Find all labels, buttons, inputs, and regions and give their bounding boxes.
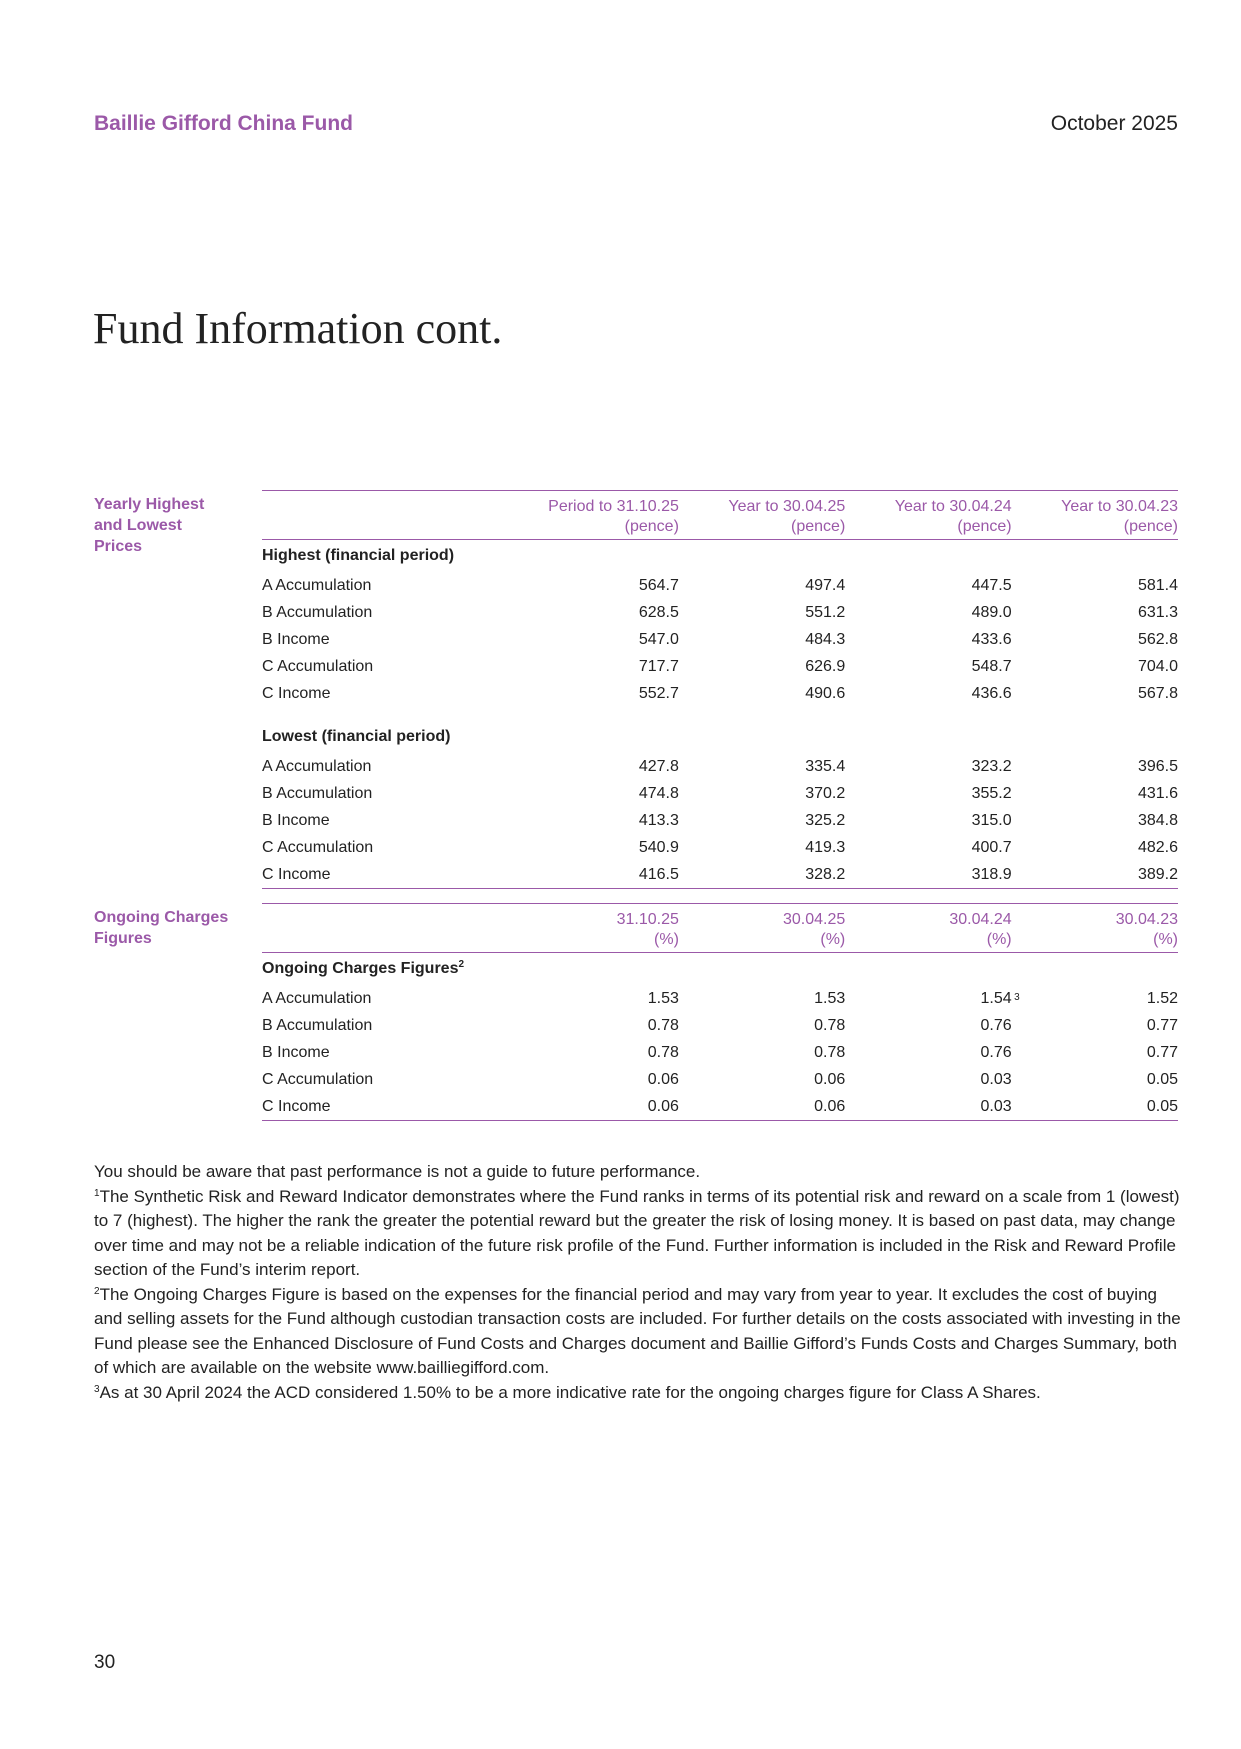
cell-value: 1.52 xyxy=(1146,990,1178,1007)
footnote-2: $^2$The Ongoing Charges Figure is based on the expenses for the financial period and may vary from year to year. It excludes the cost of buying and selling assets for the Fund although custodian transaction costs are included. For further details on the costs associated with investing in the Fund please see the Enhanced Disclosure of Fund Costs and Charges document and Baillie Gifford’s Funds Costs and Charges Summary, both of which are available on the website www.bailliegifford.com. xyxy=(94,1284,1181,1377)
charges-header-blank xyxy=(262,904,513,953)
footnote-1: $^1$The Synthetic Risk and Reward Indicator demonstrates where the Fund ranks in terms of its potential risk and reward on a scale from 1 (lowest) to 7 (highest). The higher the rank the greater the potential reward but the greater the risk of losing money. It is based on past data, may change over time and may not be a reliable indication of the future risk profile of the Fund. Further information is included in the Risk and Reward Profile section of the Fund’s interim report. xyxy=(94,1186,1180,1279)
page-title: Fund Information cont. xyxy=(93,304,503,353)
cell-value: 315.0 xyxy=(971,812,1012,829)
cell-value: 413.3 xyxy=(638,812,679,829)
row-label: B Accumulation xyxy=(262,785,373,802)
prices-col-header: Year to 30.04.25 (pence) xyxy=(728,498,846,535)
cell-value: 0.06 xyxy=(647,1098,679,1115)
cell-value: 626.9 xyxy=(805,658,846,675)
charges-col-header: 30.04.25 (%) xyxy=(782,911,846,948)
footnotes xyxy=(94,1160,1184,1405)
charges-table xyxy=(262,903,1178,1121)
cell-value: 490.6 xyxy=(805,685,846,702)
table-row xyxy=(262,626,1178,653)
cell-value: 474.8 xyxy=(638,785,679,802)
row-label: A Accumulation xyxy=(262,758,372,775)
cell-value: 325.2 xyxy=(805,812,846,829)
cell-value: 717.7 xyxy=(638,658,679,675)
cell-value: 323.2 xyxy=(971,758,1012,775)
cell-value: 328.2 xyxy=(805,866,846,883)
cell-value: 489.0 xyxy=(971,604,1012,621)
table-row xyxy=(262,834,1178,861)
charges-heading: Ongoing Charges Figures$^2$ xyxy=(262,959,465,977)
cell-value: 416.5 xyxy=(638,866,679,883)
row-label: C Accumulation xyxy=(262,839,374,856)
table-row xyxy=(262,780,1178,807)
prices-label-line1: Yearly Highest xyxy=(94,496,205,513)
cell-value: 355.2 xyxy=(971,785,1012,802)
footnote-mark: 2 xyxy=(458,959,465,970)
footnote-mark: 2 xyxy=(94,1285,100,1297)
cell-value: 436.6 xyxy=(971,685,1012,702)
cell-value: 0.06 xyxy=(647,1071,679,1088)
row-label: B Accumulation xyxy=(262,604,373,621)
row-label: C Accumulation xyxy=(262,658,374,675)
charges-section-label xyxy=(94,907,244,949)
cell-value: 0.77 xyxy=(1146,1044,1178,1061)
prices-section-label xyxy=(94,494,244,557)
table-row xyxy=(262,572,1178,599)
table-row xyxy=(262,753,1178,780)
lowest-heading-row xyxy=(262,721,1178,753)
row-label: C Income xyxy=(262,1098,331,1115)
page-number: 30 xyxy=(94,1652,116,1673)
row-label: C Income xyxy=(262,866,331,883)
cell-value: 0.05 xyxy=(1146,1098,1178,1115)
cell-value: 548.7 xyxy=(971,658,1012,675)
row-label: A Accumulation xyxy=(262,577,372,594)
cell-value: 0.78 xyxy=(647,1017,679,1034)
charges-col-header: 30.04.24 (%) xyxy=(949,911,1012,948)
table-row xyxy=(262,680,1178,707)
cell-value: 564.7 xyxy=(638,577,679,594)
highest-heading: Highest (financial period) xyxy=(262,547,455,564)
cell-value: 400.7 xyxy=(971,839,1012,856)
cell-value: 0.76 xyxy=(980,1017,1012,1034)
table-row xyxy=(262,861,1178,889)
charges-heading-row xyxy=(262,953,1178,986)
footnote-mark: 3 xyxy=(94,1383,100,1395)
cell-value: 628.5 xyxy=(638,604,679,621)
cell-value: 704.0 xyxy=(1137,658,1178,675)
cell-value: 419.3 xyxy=(805,839,846,856)
cell-value: 562.8 xyxy=(1137,631,1178,648)
cell-value: 497.4 xyxy=(805,577,846,594)
table-row xyxy=(262,1093,1178,1121)
cell-value: 427.8 xyxy=(638,758,679,775)
cell-value: 0.03 xyxy=(980,1098,1012,1115)
cell-value: 551.2 xyxy=(805,604,846,621)
footnote-3: $^3$As at 30 April 2024 the ACD considered 1.50% to be a more indicative rate for the ongoing charges figure for Class A Shares. xyxy=(94,1382,1041,1402)
prices-col-header: Year to 30.04.24 (pence) xyxy=(894,498,1012,535)
cell-value: 482.6 xyxy=(1137,839,1178,856)
cell-value: 433.6 xyxy=(971,631,1012,648)
charges-label-line2: Figures xyxy=(94,930,152,947)
row-label: B Income xyxy=(262,1044,330,1061)
cell-value: 0.05 xyxy=(1146,1071,1178,1088)
cell-value: 547.0 xyxy=(638,631,679,648)
cell-value: 567.8 xyxy=(1137,685,1178,702)
cell-value: 631.3 xyxy=(1137,604,1178,621)
cell-value: 0.78 xyxy=(814,1044,846,1061)
cell-value: 370.2 xyxy=(805,785,846,802)
footnote-mark: 1 xyxy=(94,1187,100,1199)
cell-value: 389.2 xyxy=(1137,866,1178,883)
spacer-row xyxy=(262,707,1178,721)
cell-value: 0.78 xyxy=(814,1017,846,1034)
row-label: C Accumulation xyxy=(262,1071,374,1088)
table-row xyxy=(262,807,1178,834)
cell-value: 1.54 3 xyxy=(980,990,1020,1007)
cell-value: 0.03 xyxy=(980,1071,1012,1088)
lowest-heading: Lowest (financial period) xyxy=(262,728,451,745)
prices-col-header: Period to 31.10.25 (pence) xyxy=(548,498,679,535)
cell-value: 540.9 xyxy=(638,839,679,856)
cell-value: 396.5 xyxy=(1137,758,1178,775)
cell-value: 484.3 xyxy=(805,631,846,648)
highest-heading-row xyxy=(262,540,1178,573)
charges-header-row xyxy=(262,904,1178,953)
cell-value: 384.8 xyxy=(1137,812,1178,829)
cell-value: 0.77 xyxy=(1146,1017,1178,1034)
cell-value: 0.06 xyxy=(814,1071,846,1088)
cell-value: 0.06 xyxy=(814,1098,846,1115)
table-row xyxy=(262,985,1178,1012)
charges-label-line1: Ongoing Charges xyxy=(94,909,229,926)
cell-value: 0.78 xyxy=(647,1044,679,1061)
cell-value: 0.76 xyxy=(980,1044,1012,1061)
table-row xyxy=(262,1066,1178,1093)
cell-value: 447.5 xyxy=(971,577,1012,594)
prices-col-header: Year to 30.04.23 (pence) xyxy=(1061,498,1178,535)
cell-value: 431.6 xyxy=(1137,785,1178,802)
row-label: B Accumulation xyxy=(262,1017,373,1034)
charges-col-header: 30.04.23 (%) xyxy=(1115,911,1178,948)
fund-name: Baillie Gifford China Fund xyxy=(94,112,353,135)
charges-col-header: 31.10.25 (%) xyxy=(616,911,679,948)
prices-header-blank xyxy=(262,491,513,540)
prices-table xyxy=(262,490,1178,889)
cell-value: 318.9 xyxy=(971,866,1012,883)
cell-value: 335.4 xyxy=(805,758,846,775)
prices-label-line3: Prices xyxy=(94,538,143,555)
row-label: A Accumulation xyxy=(262,990,372,1007)
cell-value: 1.53 xyxy=(647,990,679,1007)
cell-value: 581.4 xyxy=(1137,577,1178,594)
report-date: October 2025 xyxy=(1050,112,1178,135)
prices-header-row xyxy=(262,491,1178,540)
table-row xyxy=(262,599,1178,626)
table-row xyxy=(262,653,1178,680)
table-row xyxy=(262,1039,1178,1066)
row-label: B Income xyxy=(262,812,330,829)
prices-label-line2: and Lowest xyxy=(94,517,183,534)
cell-value: 552.7 xyxy=(638,685,679,702)
row-label: C Income xyxy=(262,685,331,702)
cell-value: 1.53 xyxy=(814,990,846,1007)
table-row xyxy=(262,1012,1178,1039)
row-label: B Income xyxy=(262,631,330,648)
past-performance-note: You should be aware that past performance is not a guide to future performance. xyxy=(94,1162,701,1181)
